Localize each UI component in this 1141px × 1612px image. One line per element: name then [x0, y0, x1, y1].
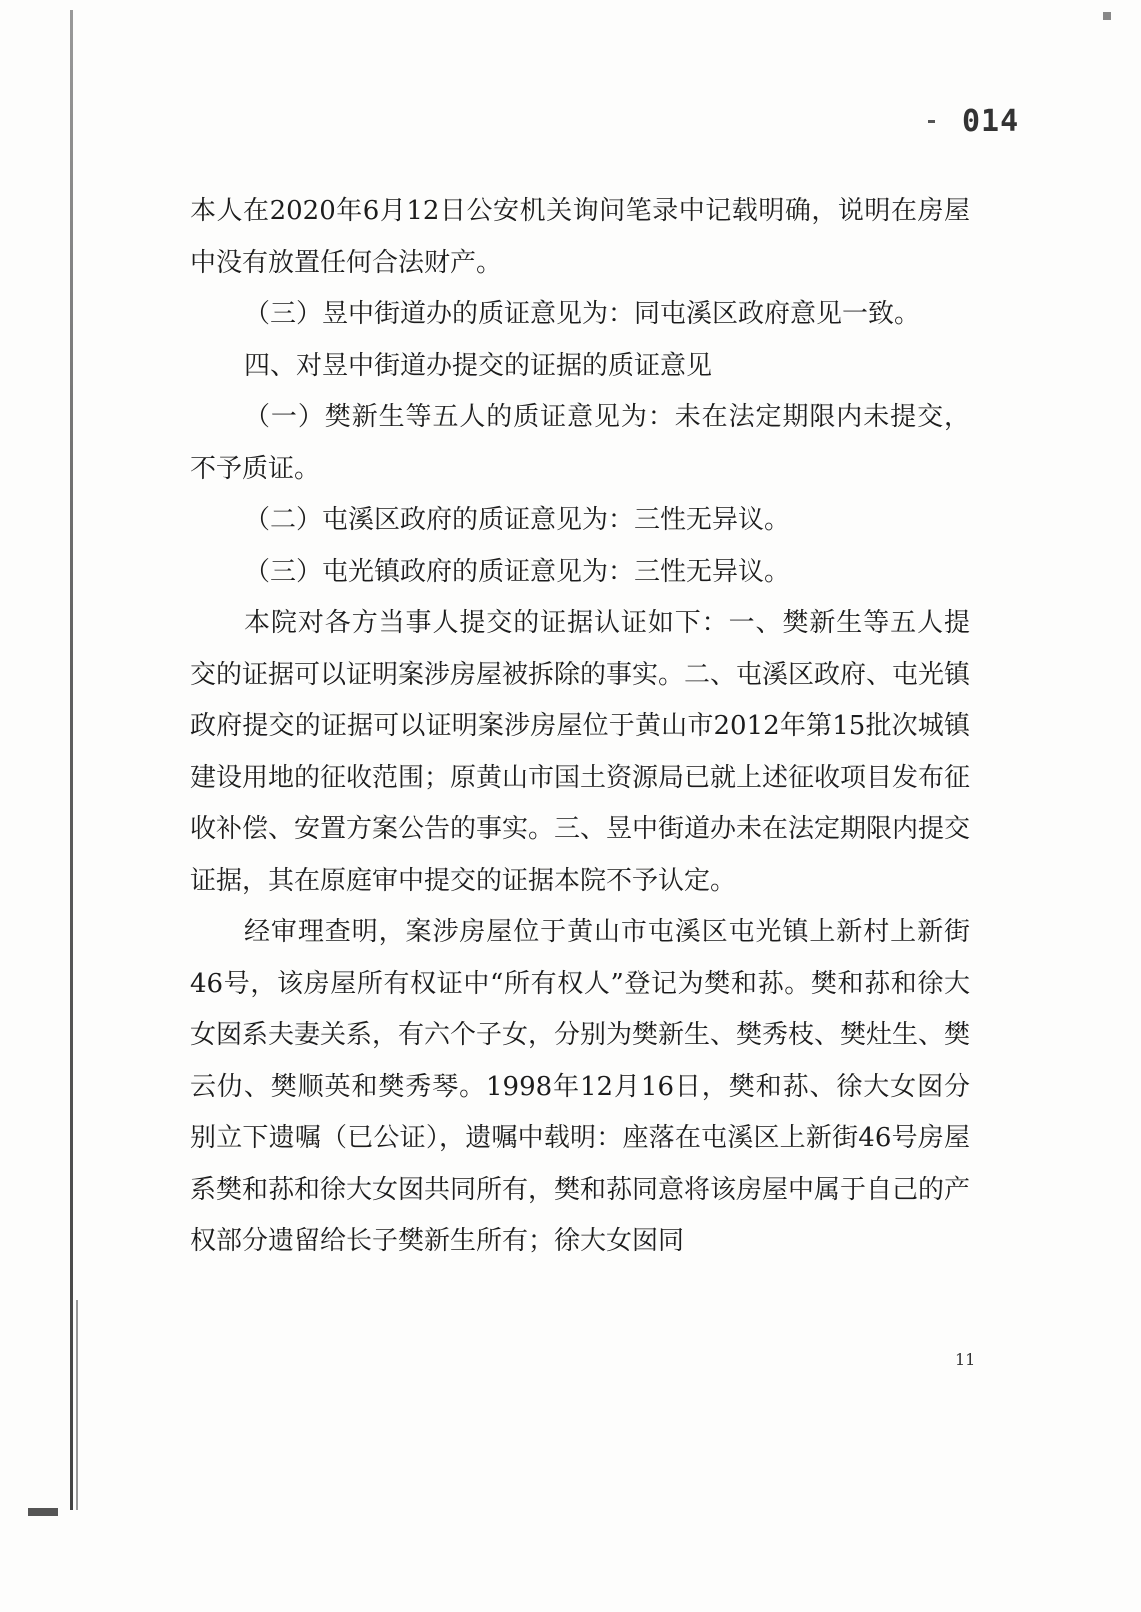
paragraph: （三）昱中街道办的质证意见为：同屯溪区政府意见一致。: [244, 299, 921, 329]
section-heading: 四、对昱中街道办提交的证据的质证意见: [244, 350, 713, 381]
paragraph: 经审理查明，案涉房屋位于黄山市屯溪区屯光镇上新村上新街46号，该房屋所有权证中“所有权人”登记为樊和荪。樊和荪和徐大女囡系夫妻关系，有六个子女，分别为樊新生、樊秀枝、樊灶生、樊云仂、樊顺英和樊秀琴。1998年12月16日，樊和荪、徐大女囡分别立下遗嘱（已公证），遗嘱中载明：座落在屯溪区上新街46号房屋系樊和荪和徐大女囡共同所有，樊和荪同意将该房屋中属于自己的产权部分遗留给长子樊新生所有；徐大女囡同: [190, 917, 971, 1256]
dash-mark: [928, 120, 935, 123]
corner-tick: [1103, 12, 1111, 20]
binding-edge-line: [70, 10, 73, 1510]
stamped-page-number: 014: [962, 104, 1020, 139]
paragraph: （二）屯溪区政府的质证意见为：三性无异议。: [244, 505, 791, 535]
binding-edge-shadow: [76, 1300, 78, 1510]
document-body: [190, 186, 970, 1268]
paragraph: （三）屯光镇政府的质证意见为：三性无异议。: [244, 556, 791, 587]
paragraph: （一）樊新生等五人的质证意见为：未在法定期限内未提交，不予质证。: [190, 402, 970, 484]
paragraph-continued: 本人在2020年6月12日公安机关询问笔录中记载明确，说明在房屋中没有放置任何合法财产。: [190, 196, 970, 278]
page-number: 11: [955, 1350, 976, 1369]
paragraph: 本院对各方当事人提交的证据认证如下：一、樊新生等五人提交的证据可以证明案涉房屋被拆除的事实。二、屯溪区政府、屯光镇政府提交的证据可以证明案涉房屋位于黄山市2012年第15批次城镇建设用地的征收范围；原黄山市国土资源局已就上述征收项目发布征收补偿、安置方案公告的事实。三、昱中街道办未在法定期限内提交证据，其在原庭审中提交的证据本院不予认定。: [190, 608, 971, 896]
corner-mark: [28, 1508, 58, 1516]
